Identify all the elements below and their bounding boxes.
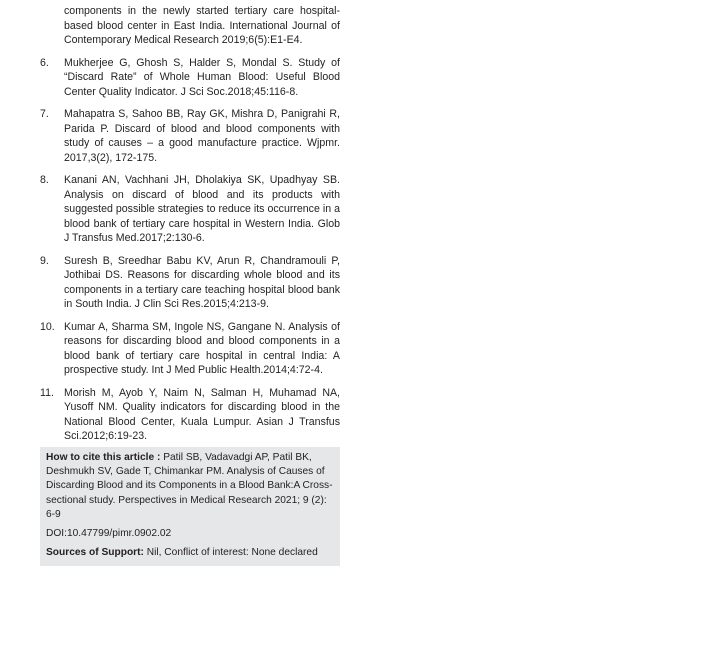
reference-item <box>40 107 340 165</box>
reference-text: Kanani AN, Vachhani JH, Dholakiya SK, Upadhyay SB. Analysis on discard of blood and its products with suggested possible strategies to reduce its occurrence in a blood bank of tertiary care hospital in Western India. Glob J Transfus Med.2017;2:130-6. <box>64 174 340 244</box>
reference-number: 10. <box>40 320 55 333</box>
reference-item <box>40 173 340 246</box>
reference-number: 8. <box>40 174 49 186</box>
reference-item <box>40 56 340 100</box>
doi-line: DOI:10.47799/pimr.0902.02 <box>46 528 172 540</box>
support-text: Nil, Conflict of interest: None declared <box>143 547 318 559</box>
reference-text: Kumar A, Sharma SM, Ingole NS, Gangane N. Analysis of reasons for discarding blood and blood components in a blood bank of tertiary care hospital in central India: A prospective study. Int J Med Public Health.2014;4:72-4. <box>64 320 340 376</box>
reference-number: 11. <box>40 386 54 399</box>
reference-text: Mukherjee G, Ghosh S, Halder S, Mondal S. Study of “Discard Rate” of Whole Human Blood: Useful Blood Center Quality Indicator. J Sci Soc.2018;45:116-8. <box>64 56 340 98</box>
support-label: Sources of Support: <box>46 547 144 559</box>
reference-number: 9. <box>40 254 49 267</box>
reference-number: 7. <box>40 108 49 120</box>
citation-box <box>40 447 340 566</box>
citation-text: Patil SB, Vadavadgi AP, Patil BK, Deshmukh SV, Gade T, Chimankar PM. Analysis of Causes of Discarding Blood and its Components in a Blood Bank:A Cross-sectional study. Perspectives in Medical Research 2021; 9 (2): 6-9 <box>46 452 333 520</box>
reference-5-continuation: components in the newly started tertiary care hospital-based blood center in East India. International Journal of Contemporary Medical Research 2019;6(5):E1-E4. <box>64 5 340 46</box>
reference-text: Morish M, Ayob Y, Naim N, Salman H, Muhamad NA, Yusoff NM. Quality indicators for discarding blood in the National Blood Center, Kuala Lumpur. Asian J Transfus Sci.2012;6:19-23. <box>64 386 340 442</box>
reference-item <box>40 254 340 312</box>
reference-list <box>40 56 340 444</box>
reference-text: Suresh B, Sreedhar Babu KV, Arun R, Chandramouli P, Jothibai DS. Reasons for discarding whole blood and its components in a tertiary care teaching hospital blood bank in South India. J Clin Sci Res.2015;4:213-9. <box>64 254 340 310</box>
reference-number: 6. <box>40 56 49 69</box>
reference-item <box>40 386 340 444</box>
citation-paragraph <box>46 451 334 522</box>
references-column <box>40 4 340 452</box>
reference-item <box>40 320 340 378</box>
citation-label: How to cite this article : <box>46 452 161 463</box>
support-line <box>46 546 334 560</box>
reference-text: Mahapatra S, Sahoo BB, Ray GK, Mishra D, Panigrahi R, Parida P. Discard of blood and blood components with study of causes – a good manufacture practice. Wjpmr. 2017,3(2), 172-175. <box>64 108 340 164</box>
